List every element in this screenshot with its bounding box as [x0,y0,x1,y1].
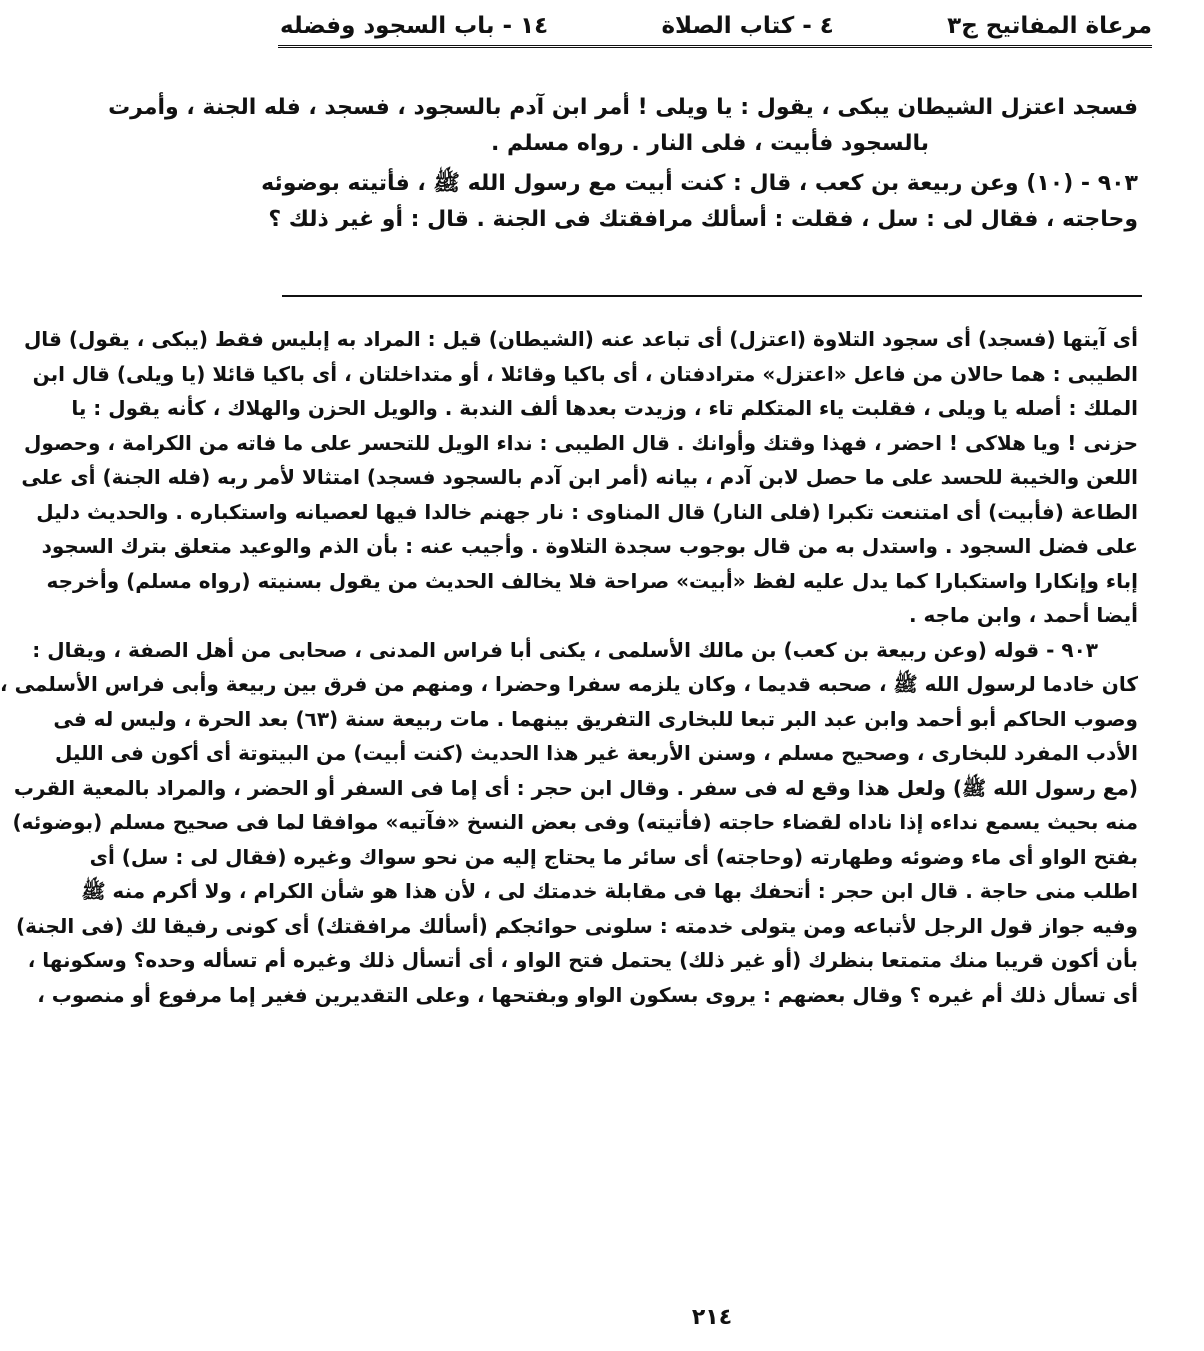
page-number: ٢١٤ [691,1305,733,1330]
header-divider [278,45,1152,48]
commentary-line: اطلب منى حاجة . قال ابن حجر : أتحفك بها فى مقابلة خدمتك لى ، لأن هذا هو شأن الكرام ، ولا أكرم منه ﷺ [81,879,1138,903]
commentary-line: أى تسأل ذلك أم غيره ؟ وقال بعضهم : يروى بسكون الواو وبفتحها ، وعلى التقديرين فغير إما مرفوع أو منصوب ، [37,982,1138,1007]
matn-line: ٩٠٣ - (١٠) وعن ربيعة بن كعب ، قال : كنت أبيت مع رسول الله ﷺ ، فأتيته بوضوئه [261,171,1138,196]
commentary-line: على فضل السجود . واستدل به من قال بوجوب سجدة التلاوة . وأجيب عنه : بأن الذم والوعيد متعلق بترك السجود [41,534,1138,558]
commentary-divider [282,295,1142,297]
matn-line: فسجد اعتزل الشيطان يبكى ، يقول : يا ويلى ! أمر ابن آدم بالسجود ، فسجد ، فله الجنة ، وأمرت [108,95,1138,120]
commentary-line: منه بحيث يسمع نداءه إذا ناداه لقضاء حاجته (فأتيته) وفى بعض النسخ «فآتيه» موافقا لما فى صحيح مسلم (بوضوئه) [12,810,1138,834]
commentary-line: أيضا أحمد ، وابن ماجه . [908,603,1138,627]
commentary-line: أى آيتها (فسجد) أى سجود التلاوة (اعتزل) أى تباعد عنه (الشيطان) قيل : المراد به إبليس فقط (يبكى ، يقول) قال [23,327,1138,351]
running-header [280,8,1152,44]
header-section-title: ١٤ - باب السجود وفضله [280,13,549,39]
hadith-text [108,90,1138,238]
commentary-line: (مع رسول الله ﷺ) ولعل هذا وقع له فى سفر . وقال ابن حجر : أى إما فى السفر أو الحضر ، والمراد بالمعية القرب [13,775,1138,800]
header-book-title: مرعاة المفاتيح ج٣ [947,13,1152,39]
commentary-line: الملك : أصله يا ويلى ، فقلبت ياء المتكلم تاء ، وزيدت بعدها ألف الندبة . والويل الحزن والهلاك ، كأنه يقول : يا [71,396,1138,420]
commentary-line: بفتح الواو أى ماء وضوئه وطهارته (وحاجته) أى سائر ما يحتاج إليه من نحو سواك وغيره (فقال لى : سل) أى [89,844,1138,869]
commentary-line: حزنى ! ويا هلاكى ! احضر ، فهذا وقتك وأوانك . قال الطيبى : نداء الويل للتحسر على ما فاته من الكرامة ، وحصول [24,430,1138,455]
commentary-line: الطاعة (فأبيت) أى امتنعت تكبرا (فلى النار) قال المناوى : نار جهنم خالدا فيها لعصيانه واستكباره . والحديث دليل [36,499,1138,524]
commentary-line: الأدب المفرد للبخارى ، وصحيح مسلم ، وسنن الأربعة غير هذا الحديث (كنت أبيت) من البيتوتة أى أكون فى الليل [55,741,1138,765]
matn-line: بالسجود فأبيت ، فلى النار . رواه مسلم . [490,131,930,156]
commentary-line: ٩٠٣ - قوله (وعن ربيعة بن كعب) بن مالك الأسلمى ، يكنى أبا فراس المدنى ، صحابى من أهل الصفة ، ويقال : [32,637,1098,662]
commentary-line: كان خادما لرسول الله ﷺ ، صحبه قديما ، وكان يلزمه سفرا وحضرا ، ومنهم من فرق بين ربيعة وأبى فراس الأسلمى ، [0,672,1138,696]
matn-line: وحاجته ، فقال لى : سل ، فقلت : أسألك مرافقتك فى الجنة . قال : أو غير ذلك ؟ [268,207,1138,232]
commentary-line: اللعن والخيبة للحسد على ما حصل لابن آدم ، بيانه (أمر ابن آدم بالسجود فسجد) امتثالا لأمر ربه (فله الجنة) أى على [21,465,1138,489]
commentary-line: وفيه جواز قول الرجل لأتباعه ومن يتولى خدمته : سلونى حوائجكم (أسألك مرافقتك) أى كونى رفيقا لك (فى الجنة) [16,913,1138,938]
commentary-line: بأن أكون قريبا منك متمتعا بنظرك (أو غير ذلك) يحتمل فتح الواو ، أى أتسأل ذلك وغيره أم تسأله وحده؟ وسكونها ، [27,948,1138,972]
commentary-text [0,322,1138,1012]
commentary-line: إباء وإنكارا واستكبارا كما يدل عليه لفظ «أبيت» صراحة فلا يخالف الحديث من يقول بسنيته (رواه مسلم) وأخرجه [46,568,1138,593]
commentary-line: وصوب الحاكم أبو أحمد وابن عبد البر تبعا للبخارى التفريق بينهما . مات ربيعة سنة (٦٣) بعد الحرة ، وليس له فى [53,706,1138,731]
commentary-line: الطيبى : هما حالان من فاعل «اعتزل» مترادفتان ، أى باكيا وقائلا ، أو متداخلتان ، أى باكيا قائلا (يا ويلى) قال ابن [32,361,1138,386]
header-chapter-title: ٤ - كتاب الصلاة [661,13,834,39]
